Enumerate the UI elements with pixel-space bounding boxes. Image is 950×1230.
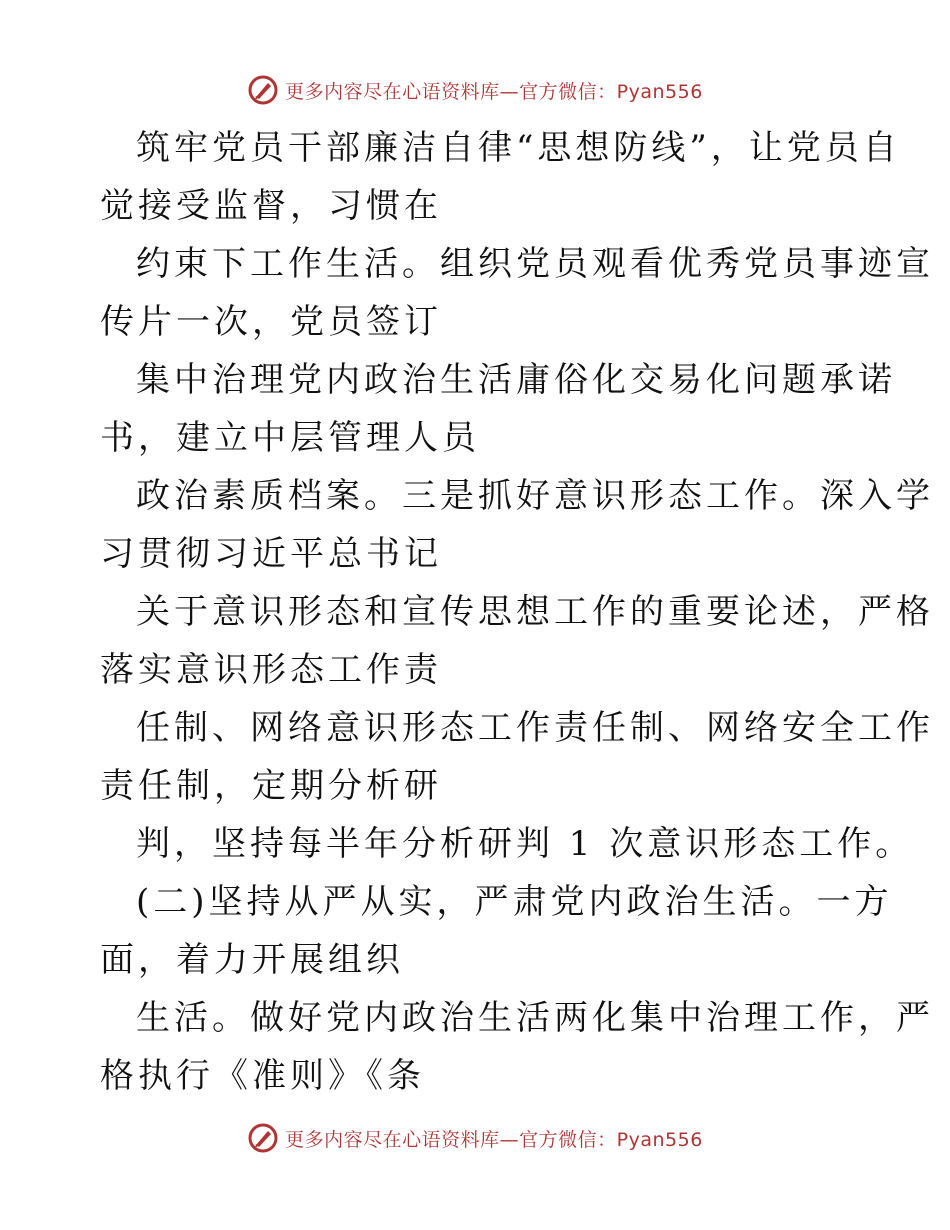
header-banner (0, 70, 950, 110)
body-line: 传片一次，党员签订 (100, 302, 442, 342)
body-line: 觉接受监督，习惯在 (100, 186, 442, 226)
footer-banner-text: 更多内容尽在心语资料库—官方微信：Pyan556 (285, 1128, 703, 1151)
body-line: 习贯彻习近平总书记 (100, 534, 442, 574)
body-line: 面，着力开展组织 (100, 940, 404, 980)
body-line: 约束下工作生活。组织党员观看优秀党员事迹宣 (136, 244, 934, 284)
body-line: 关于意识形态和宣传思想工作的重要论述，严格 (136, 592, 934, 632)
body-line: 集中治理党内政治生活庸俗化交易化问题承诺 (136, 360, 896, 400)
body-line: 判，坚持每半年分析研判 1 次意识形态工作。 (136, 824, 914, 864)
body-line: 筑牢党员干部廉洁自律“思想防线”，让党员自 (136, 128, 901, 168)
footer-banner (0, 1118, 950, 1158)
pen-logo-icon (247, 74, 279, 106)
body-line: (二)坚持从严从实，严肃党内政治生活。一方 (136, 882, 893, 922)
body-line: 书，建立中层管理人员 (100, 418, 480, 458)
body-line: 生活。做好党内政治生活两化集中治理工作，严 (136, 998, 934, 1038)
pen-logo-icon (247, 1122, 279, 1154)
body-line: 格执行《准则》《条 (100, 1056, 425, 1096)
header-banner-text: 更多内容尽在心语资料库—官方微信：Pyan556 (285, 80, 703, 103)
body-line: 落实意识形态工作责 (100, 650, 442, 690)
body-line: 政治素质档案。三是抓好意识形态工作。深入学 (136, 476, 934, 516)
body-line: 任制、网络意识形态工作责任制、网络安全工作 (136, 708, 934, 748)
body-line: 责任制，定期分析研 (100, 766, 442, 806)
